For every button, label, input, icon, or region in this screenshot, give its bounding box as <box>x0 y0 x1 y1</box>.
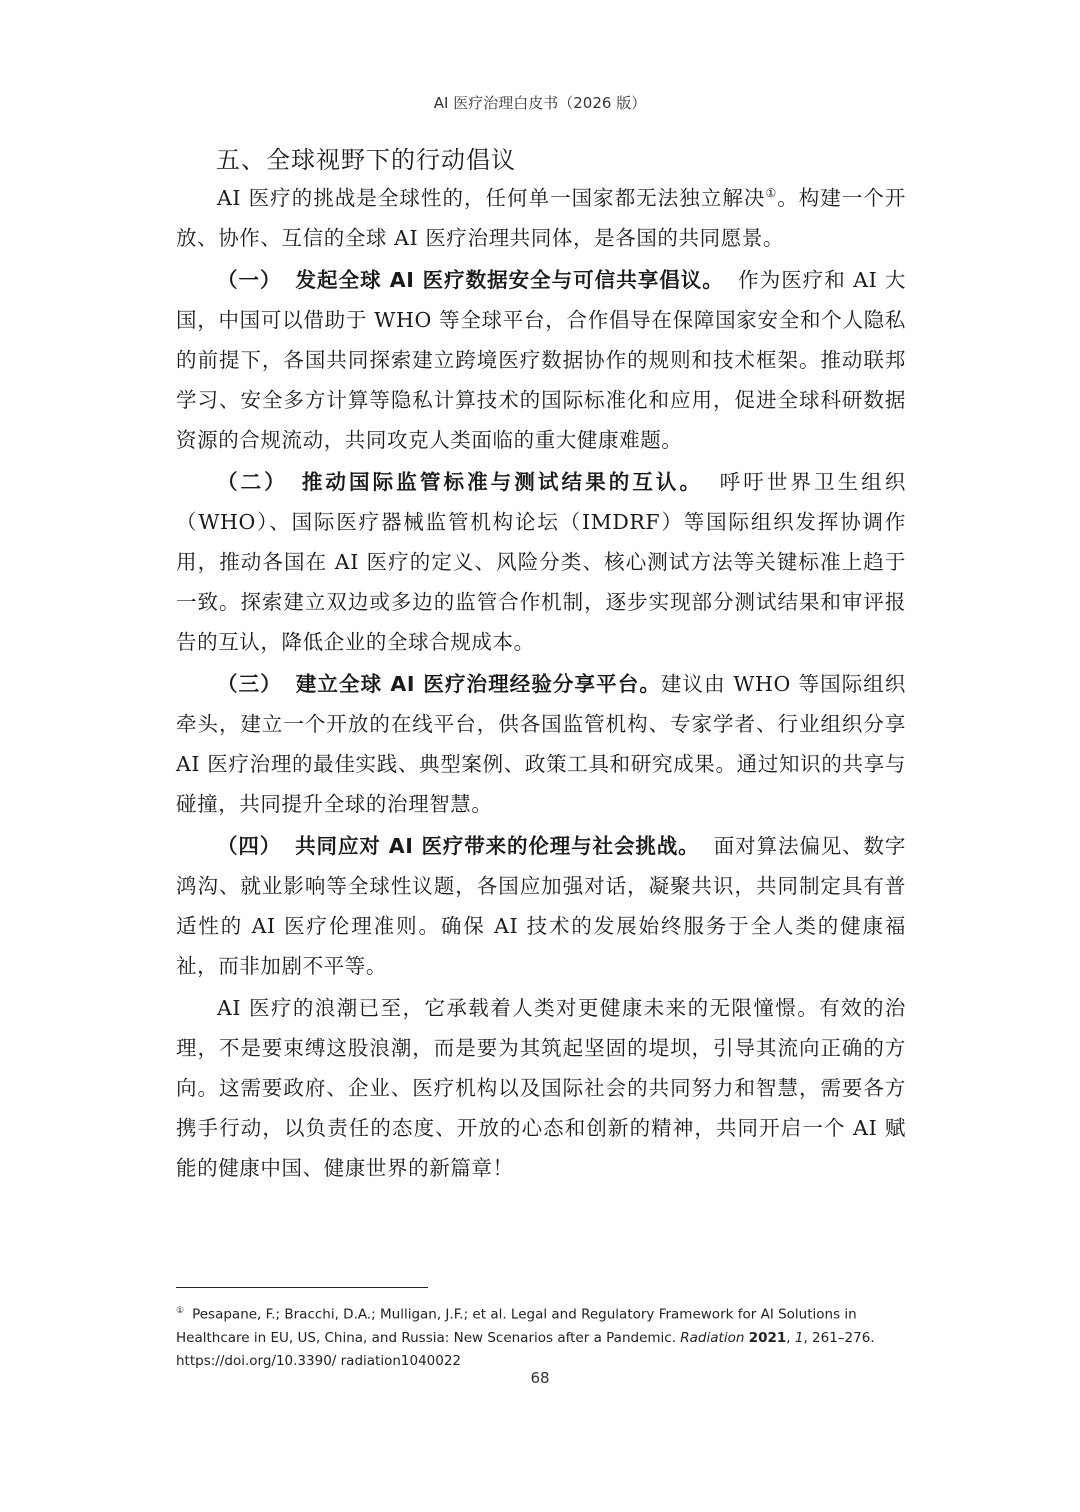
initiative-body: 面对算法偏见、数字鸿沟、就业影响等全球性议题，各国应加强对话，凝聚共识，共同制定具有普适性的 AI 医疗伦理准则。确保 AI 技术的发展始终服务于全人类的健康福祉，而非加剧不平等。 <box>176 834 906 978</box>
initiative-paragraph-1 <box>176 260 906 460</box>
footnote-year: 2021 <box>748 1329 787 1346</box>
initiative-paragraph-2 <box>176 462 906 662</box>
footnote-volume: 1 <box>794 1329 804 1346</box>
footnote-citation: Pesapane, F.; Bracchi, D.A.; Mulligan, J.F.; et al. Legal and Regulatory Framework for AI Solutions in Healthcare in EU, US, China, and Russia: New Scenarios after a Pandemic. <box>176 1306 857 1346</box>
initiative-paragraph-4 <box>176 826 906 986</box>
footnote-mark: ① <box>176 1306 185 1316</box>
initiative-body: 建议由 WHO 等国际组织牵头，建立一个开放的在线平台，供各国监管机构、专家学者、行业组织分享 AI 医疗治理的最佳实践、典型案例、政策工具和研究成果。通过知识的共享与碰撞，共同提升全球的治理智慧。 <box>176 672 906 816</box>
initiative-title: 推动国际监管标准与测试结果的互认。 <box>301 470 704 494</box>
conclusion-paragraph: AI 医疗的浪潮已至，它承载着人类对更健康未来的无限憧憬。有效的治理，不是要束缚这股浪潮，而是要为其筑起坚固的堤坝，引导其流向正确的方向。这需要政府、企业、医疗机构以及国际社会的共同努力和智慧，需要各方携手行动，以负责任的态度、开放的心态和创新的精神，共同开启一个 AI 赋能的健康中国、健康世界的新篇章！ <box>176 996 906 1180</box>
initiative-body: 呼吁世界卫生组织（WHO）、国际医疗器械监管机构论坛（IMDRF）等国际组织发挥协调作用，推动各国在 AI 医疗的定义、风险分类、核心测试方法等关键标准上趋于一致。探索建立双边或多边的监管合作机制，逐步实现部分测试结果和审评报告的互认，降低企业的全球合规成本。 <box>176 470 906 654</box>
initiative-title: 共同应对 AI 医疗带来的伦理与社会挑战。 <box>295 834 700 858</box>
intro-paragraph <box>176 178 906 258</box>
initiative-title: 建立全球 AI 医疗治理经验分享平台。 <box>295 672 661 696</box>
initiative-body: 作为医疗和 AI 大国，中国可以借助于 WHO 等全球平台，合作倡导在保障国家安全和个人隐私的前提下，各国共同探索建立跨境医疗数据协作的规则和技术框架。推动联邦学习、安全多方计算等隐私计算技术的国际标准化和应用，促进全球科研数据资源的合规流动，共同攻克人类面临的重大健康难题。 <box>176 268 906 452</box>
initiative-number: （四） <box>217 834 282 858</box>
footnote-pages: , 261–276. <box>803 1329 875 1346</box>
page-number: 68 <box>530 1369 550 1387</box>
footnote-divider <box>176 1287 428 1288</box>
initiative-paragraph-3 <box>176 664 906 824</box>
main-content <box>176 142 906 1190</box>
footnote-reference[interactable]: ① <box>765 186 778 201</box>
section-heading: 五、全球视野下的行动倡议 <box>216 146 516 174</box>
intro-text: AI 医疗的挑战是全球性的，任何单一国家都无法独立解决 <box>217 186 766 210</box>
running-header: AI 医疗治理白皮书（2026 版） <box>433 94 647 112</box>
footnote-doi-link[interactable]: https://doi.org/10.3390/ radiation1040022 <box>176 1352 462 1369</box>
initiative-number: （三） <box>217 672 282 696</box>
footnote-journal: Radiation <box>680 1329 745 1346</box>
initiative-title: 发起全球 AI 医疗数据安全与可信共享倡议。 <box>295 268 724 292</box>
initiative-number: （二） <box>217 470 288 494</box>
footnote: ① Pesapane, F.; Bracchi, D.A.; Mulligan, J.F.; et al. Legal and Regulatory Framework for AI Solutions in Healthcare in EU, US, China, and Russia: New Scenarios after a Pandemic. Radiation 2021, 1, 261–276. https://doi.org/10.3390/ radiation1040022 <box>176 1306 875 1369</box>
intro-text-continued: 。构建一个开放、协作、互信的全球 AI 医疗治理共同体，是各国的共同愿景。 <box>176 186 906 250</box>
initiative-number: （一） <box>217 268 282 292</box>
